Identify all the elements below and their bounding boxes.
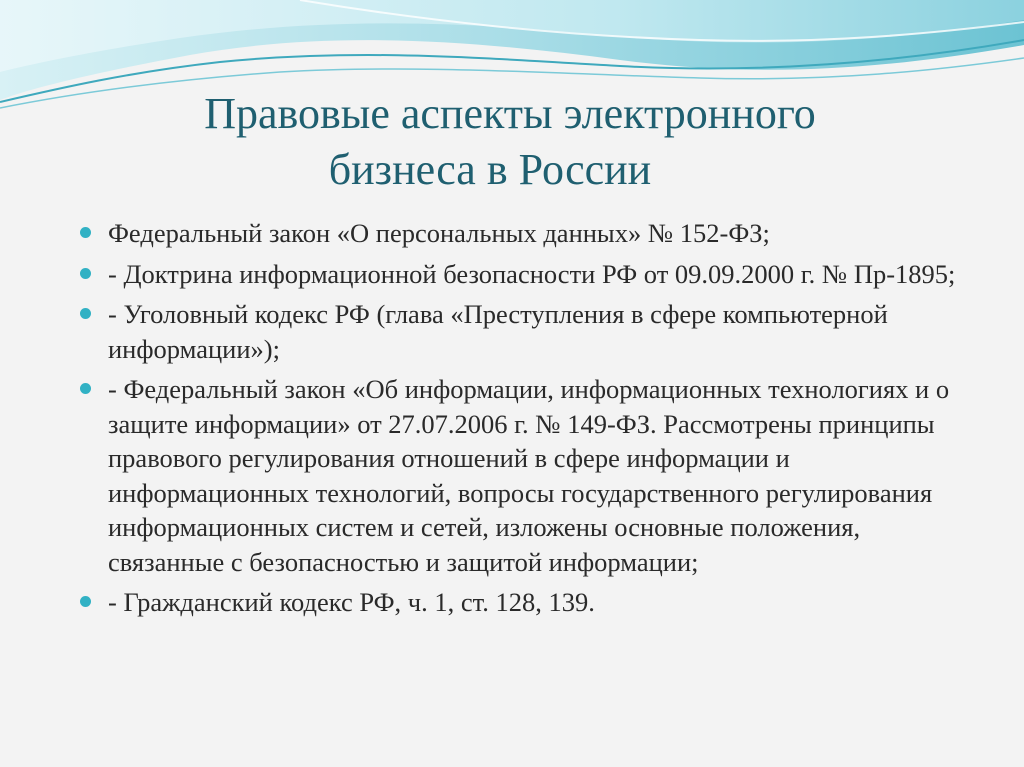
bullet-icon — [80, 268, 91, 279]
list-item — [80, 585, 980, 620]
bullet-text: - Доктрина информационной безопасности РФ от 09.09.2000 г. № Пр-1895; — [108, 258, 956, 289]
bullet-text: - Уголовный кодекс РФ (глава «Преступления в сфере компьютерной информации»); — [108, 299, 888, 364]
list-item — [80, 257, 980, 292]
bullet-text: Федеральный закон «О персональных данных» № 152-ФЗ; — [108, 218, 770, 248]
bullet-icon — [80, 383, 91, 394]
list-item — [80, 216, 980, 251]
title-line-1: Правовые аспекты электронного — [204, 89, 816, 138]
bullet-text: - Гражданский кодекс РФ, ч. 1, ст. 128, 139. — [108, 587, 595, 617]
list-item — [80, 372, 980, 579]
bullet-text: - Федеральный закон «Об информации, информационных технологиях и о защите информации» от 27.07.2006 г. № 149-ФЗ. Рассмотрены принципы правового регулирования отношений в сфере информации и информационных технологий, вопросы государственного регулирования информационных систем и сетей, изложены основные положения, связанные с безопасностью и защитой информации; — [108, 374, 950, 577]
list-item — [80, 297, 980, 366]
title-line-2: бизнеса в России — [328, 145, 652, 194]
slide-title — [100, 86, 920, 198]
bullet-icon — [80, 227, 91, 238]
bullet-icon — [80, 308, 91, 319]
bullet-list — [80, 216, 980, 626]
bullet-icon — [80, 596, 91, 607]
